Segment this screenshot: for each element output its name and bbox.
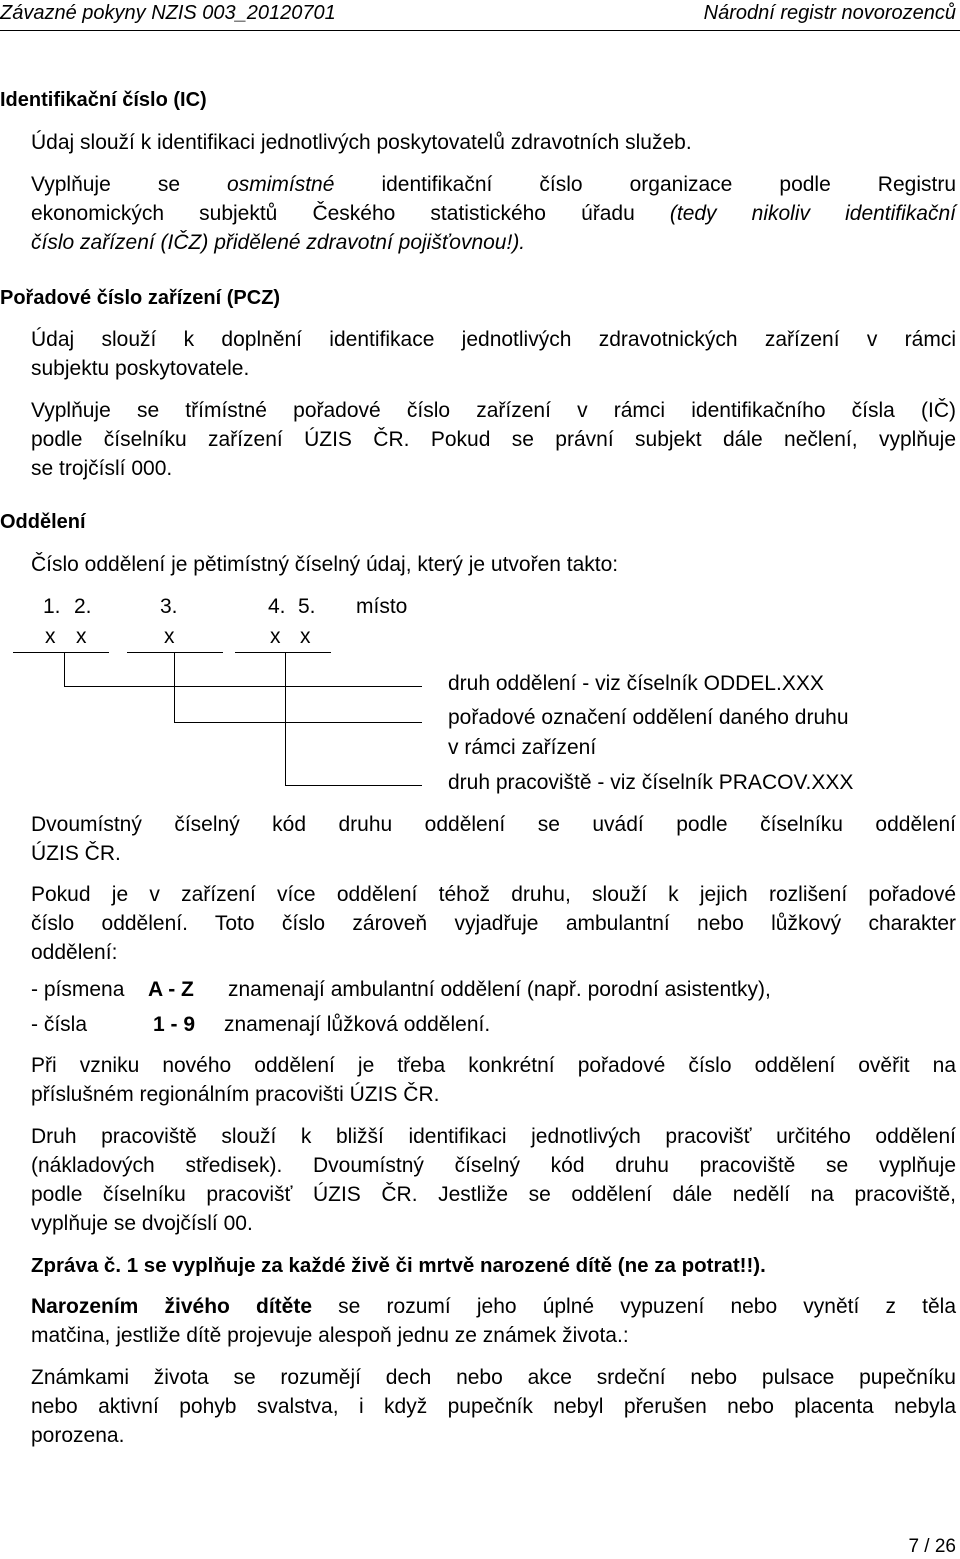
position-number: 4. [268, 595, 286, 618]
legend-druh-oddeleni: druh oddělení - viz číselník ODDEL.XXX [448, 672, 824, 695]
oddeleni-intro: Číslo oddělení je pětimístný číselný údaj, který je utvořen takto: [31, 553, 619, 576]
underline-pracoviste [235, 652, 331, 653]
oddeleni-paragraph-4-line-1: Druh pracoviště slouží k bližší identifikaci jednotlivých pracovišť určitého oddělení [31, 1125, 956, 1148]
connector-pracoviste-horizontal [285, 785, 422, 786]
digit-placeholder: x [164, 625, 175, 648]
header-registry-name: Národní registr novorozenců [703, 2, 956, 24]
header-document-title: Závazné pokyny NZIS 003_20120701 [0, 2, 336, 24]
underline-druh [13, 652, 109, 653]
list-item-numbers-code: 1 - 9 [153, 1013, 196, 1036]
oddeleni-paragraph-2-line-2: číslo oddělení. Toto číslo zároveň vyjadřuje ambulantní nebo lůžkový charakter [31, 912, 956, 935]
live-birth-definition-line-2: matčina, jestliže dítě projevuje alespoň jednu ze známek života.: [31, 1324, 629, 1347]
digit-placeholder: x [270, 625, 281, 648]
page-number: 7 / 26 [908, 1536, 956, 1557]
oddeleni-paragraph-2-line-1: Pokud je v zařízení více oddělení téhož druhu, slouží k jejich rozlišení pořadové [31, 883, 956, 906]
position-label: místo [356, 595, 408, 618]
oddeleni-paragraph-3-line-2: příslušném regionálním pracovišti ÚZIS ČR. [31, 1083, 440, 1106]
list-item-numbers-text: znamenají lůžková oddělení. [224, 1013, 491, 1036]
section-title-pcz: Pořadové číslo zařízení (PCZ) [0, 287, 281, 309]
live-birth-definition-line-1: Narozením živého dítěte se rozumí jeho úplné vypuzení nebo vynětí z těla [31, 1295, 957, 1318]
digit-placeholder: x [45, 625, 56, 648]
digit-placeholder: x [300, 625, 311, 648]
pcz-paragraph-1-line-1: Údaj slouží k doplnění identifikace jednotlivých zdravotnických zařízení v rámci [31, 328, 956, 351]
legend-poradove-oznaceni: pořadové označení oddělení daného druhu [448, 706, 849, 729]
underline-poradove [127, 652, 223, 653]
position-number: 3. [160, 595, 178, 618]
pcz-paragraph-1-line-2: subjektu poskytovatele. [31, 357, 250, 380]
header-divider [0, 30, 960, 31]
pcz-paragraph-2-line-1: Vyplňuje se třímístné pořadové číslo zařízení v rámci identifikačního čísla (IČ) [31, 399, 956, 422]
pcz-paragraph-2-line-2: podle číselníku zařízení ÚZIS ČR. Pokud se právní subjekt dále nečlení, vyplňuje [31, 428, 956, 451]
connector-druh-vertical [64, 652, 65, 686]
oddeleni-paragraph-4-line-4: vyplňuje se dvojčíslí 00. [31, 1212, 253, 1235]
pcz-paragraph-2-line-3: se trojčíslí 000. [31, 457, 173, 480]
list-item-letters-code: A - Z [148, 978, 194, 1001]
ic-paragraph-2-line-1: Vyplňuje se osmimístné identifikační číslo organizace podle Registru [31, 173, 957, 196]
oddeleni-paragraph-4-line-2: (nákladových středisek). Dvoumístný číselný kód druhu pracoviště se vyplňuje [31, 1154, 956, 1177]
live-birth-term: Narozením živého dítěte [31, 1295, 313, 1318]
list-item-letters-prefix: - písmena [31, 978, 125, 1001]
position-number: 5. [298, 595, 316, 618]
section-title-ic: Identifikační číslo (IC) [0, 89, 207, 111]
list-item-letters-text: znamenají ambulantní oddělení (např. porodní asistentky), [228, 978, 771, 1001]
report-bold-statement: Zpráva č. 1 se vyplňuje za každé živě či mrtvě narozené dítě (ne za potrat!!). [31, 1254, 766, 1277]
legend-druh-pracoviste: druh pracoviště - viz číselník PRACOV.XXX [448, 771, 854, 794]
digit-placeholder: x [76, 625, 87, 648]
ic-paragraph-1: Údaj slouží k identifikaci jednotlivých poskytovatelů zdravotních služeb. [31, 131, 692, 154]
oddeleni-paragraph-2-line-3: oddělení: [31, 941, 118, 964]
section-title-oddeleni: Oddělení [0, 511, 86, 533]
signs-of-life-line-1: Známkami života se rozumějí dech nebo akce srdeční nebo pulsace pupečníku [31, 1366, 956, 1389]
signs-of-life-line-2: nebo aktivní pohyb svalstva, i když pupečník nebyl přerušen nebo placenta nebyla [31, 1395, 956, 1418]
position-number: 1. [43, 595, 61, 618]
position-number: 2. [74, 595, 92, 618]
legend-poradove-oznaceni-cont: v rámci zařízení [448, 736, 597, 759]
ic-paragraph-2-line-3: číslo zařízení (IČZ) přidělené zdravotní pojišťovnou!). [31, 231, 526, 254]
connector-poradove-vertical [174, 652, 175, 722]
ic-paragraph-2-line-2: ekonomických subjektů Českého statistického úřadu (tedy nikoliv identifikační [31, 202, 956, 225]
oddeleni-paragraph-1-line-2: ÚZIS ČR. [31, 842, 121, 865]
list-item-numbers-prefix: - čísla [31, 1013, 88, 1036]
connector-druh-horizontal [64, 686, 422, 687]
connector-poradove-horizontal [174, 722, 422, 723]
oddeleni-paragraph-3-line-1: Při vzniku nového oddělení je třeba konkrétní pořadové číslo oddělení ověřit na [31, 1054, 956, 1077]
signs-of-life-line-3: porozena. [31, 1424, 125, 1447]
oddeleni-paragraph-4-line-3: podle číselníku pracovišť ÚZIS ČR. Jestliže se oddělení dále nedělí na pracoviště, [31, 1183, 956, 1206]
connector-pracoviste-vertical [285, 652, 286, 785]
oddeleni-paragraph-1-line-1: Dvoumístný číselný kód druhu oddělení se uvádí podle číselníku oddělení [31, 813, 956, 836]
